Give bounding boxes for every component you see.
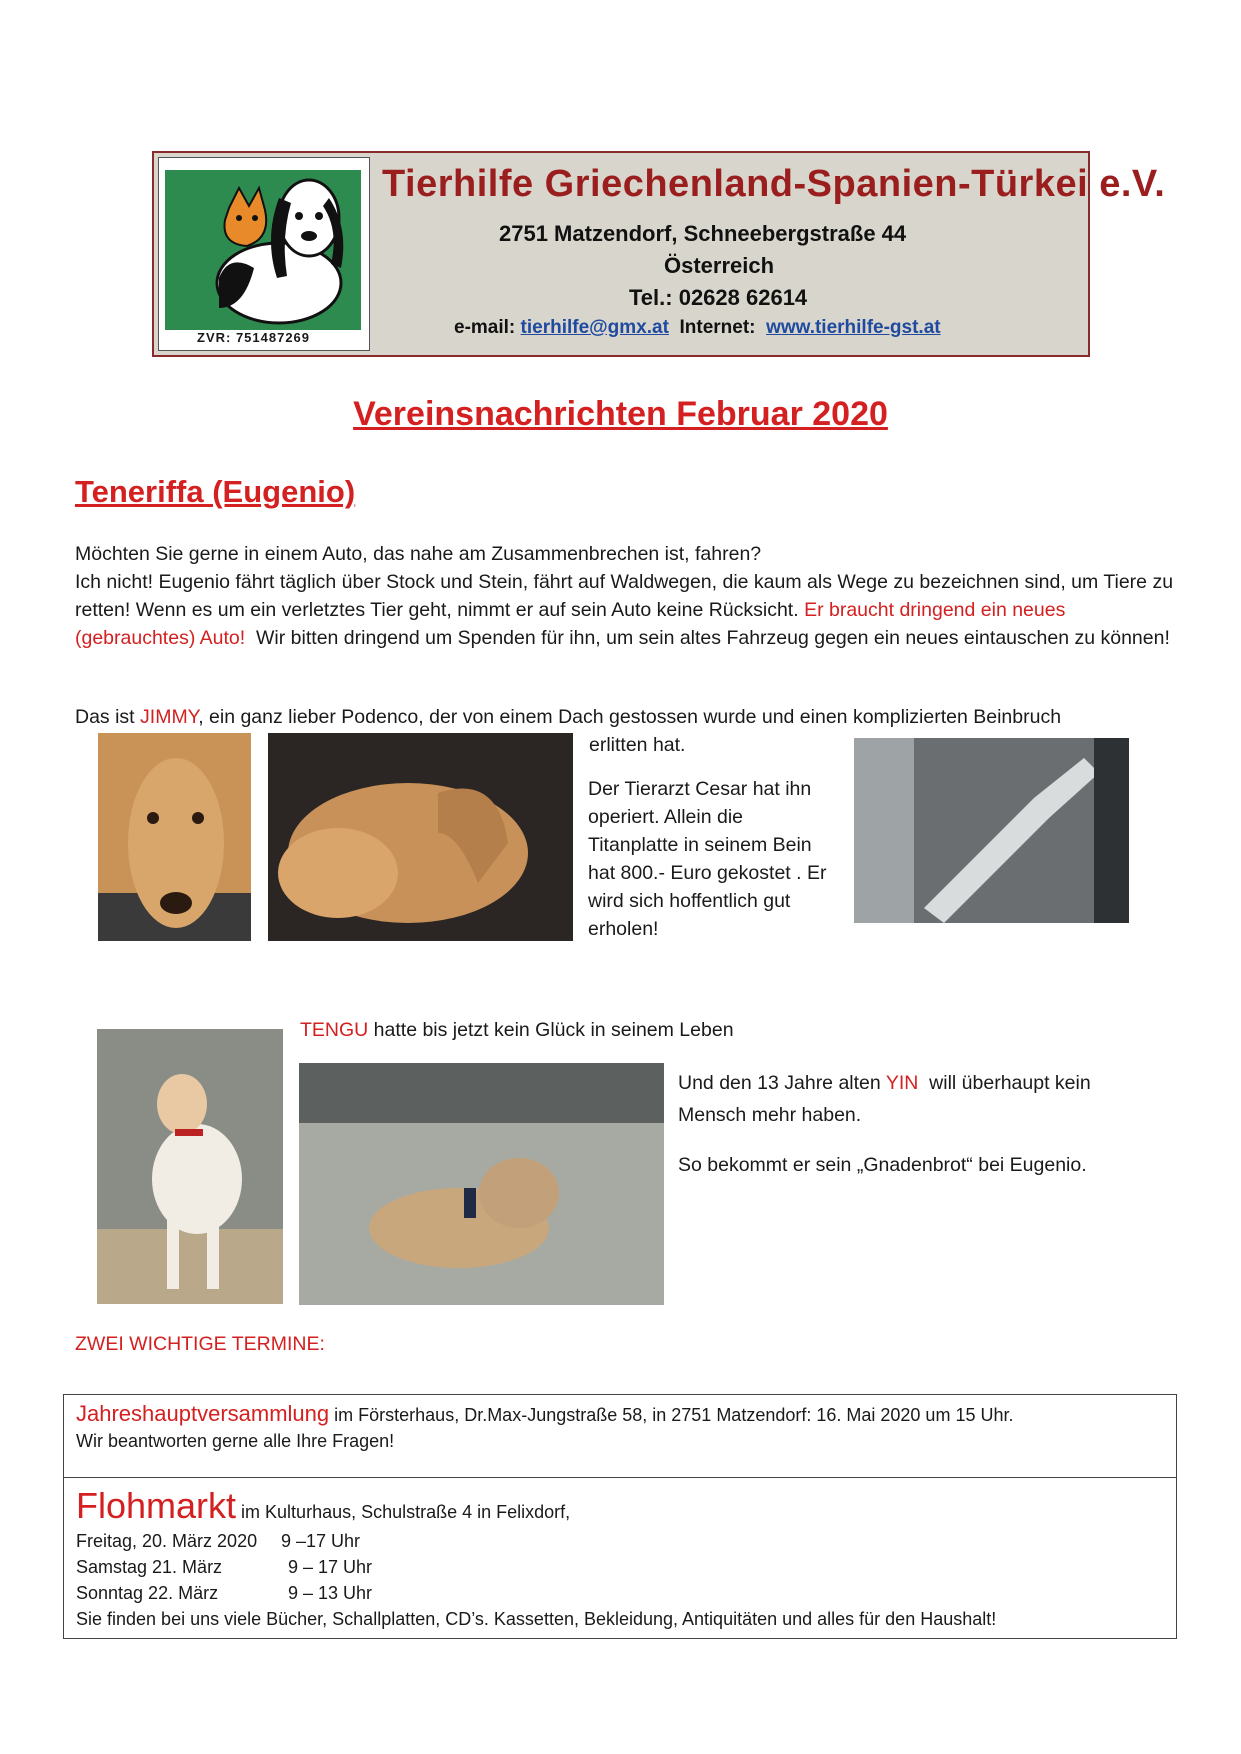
dog-photo-icon	[97, 1029, 283, 1304]
jhv-title: Jahreshauptversammlung	[76, 1401, 330, 1426]
logo	[158, 157, 370, 351]
organization-title: Tierhilfe Griechenland-Spanien-Türkei e.V.	[382, 163, 1166, 205]
header-banner	[152, 151, 1166, 357]
address: 2751 Matzendorf, Schneebergstraße 44	[499, 221, 907, 246]
jimmy-intro: Das ist JIMMY, ein ganz lieber Podenco, der von einem Dach gestossen wurde und einen komplizierten Beinbruch	[75, 706, 1062, 728]
email-label: e-mail:	[454, 317, 516, 338]
jimmy-intro-cont: erlitten hat.	[589, 734, 686, 756]
yin-name: YIN	[885, 1072, 919, 1094]
jimmy-name: JIMMY	[140, 706, 199, 728]
tengu-caption: TENGU hatte bis jetzt kein Glück in seinem Leben	[300, 1019, 734, 1041]
flohmarkt-title: Flohmarkt	[76, 1485, 237, 1526]
flohmarkt-date: Freitag, 20. März 2020 9 –17 Uhr	[76, 1531, 361, 1551]
section-title: Teneriffa (Eugenio)	[75, 474, 356, 509]
page-title: Vereinsnachrichten Februar 2020	[353, 395, 888, 433]
dog-cat-logo-icon	[159, 158, 369, 350]
yin-photo	[299, 1063, 664, 1305]
intro-paragraph	[75, 540, 1175, 652]
dog-photo-icon	[98, 733, 251, 941]
phone: Tel.: 02628 62614	[629, 285, 808, 310]
dog-photo-icon	[299, 1063, 664, 1305]
jhv-line-2: Wir beantworten gerne alle Ihre Fragen!	[76, 1431, 395, 1451]
flohmarkt-date: Sonntag 22. März 9 – 13 Uhr	[76, 1583, 373, 1603]
email-link[interactable]: tierhilfe@gmx.at	[520, 317, 669, 338]
flohmarkt-text: im Kulturhaus, Schulstraße 4 in Felixdorf,	[241, 1502, 571, 1522]
table-row	[64, 1395, 1177, 1478]
jimmy-face-photo	[98, 733, 251, 941]
dog-photo-icon	[268, 733, 573, 941]
jhv-cell	[64, 1395, 1177, 1478]
intro-red-text: Er braucht dringend ein neues (gebrauchtes) Auto!	[75, 599, 1066, 649]
flohmarkt-footer: Sie finden bei uns viele Bücher, Schallplatten, CD’s. Kassetten, Bekleidung, Antiquitäten und alles für den Haushalt!	[76, 1609, 997, 1629]
tengu-name: TENGU	[300, 1019, 369, 1041]
tengu-photo	[97, 1029, 283, 1304]
table-row	[64, 1478, 1177, 1639]
jimmy-caption: Der Tierarzt Cesar hat ihn operiert. Allein die Titanplatte in seinem Bein hat 800.- Euro gekostet . Er wird sich hoffentlich gut erholen!	[588, 778, 827, 940]
internet-label: Internet:	[679, 317, 756, 338]
website-link[interactable]: www.tierhilfe-gst.at	[766, 317, 941, 338]
flohmarkt-date: Samstag 21. März 9 – 17 Uhr	[76, 1557, 373, 1577]
jhv-text: im Försterhaus, Dr.Max-Jungstraße 58, in 2751 Matzendorf: 16. Mai 2020 um 15 Uhr.	[334, 1405, 1014, 1425]
jimmy-body-photo	[268, 733, 573, 941]
termine-table	[63, 1394, 1177, 1639]
xray-icon	[854, 738, 1129, 923]
xray-photo	[854, 738, 1129, 923]
contact-line	[454, 317, 941, 339]
yin-line-2: So bekommt er sein „Gnadenbrot“ bei Eugenio.	[678, 1154, 1087, 1176]
country: Österreich	[664, 253, 775, 278]
zvr-number: ZVR: 751487269	[197, 330, 311, 345]
intro-line-2: Ich nicht! Eugenio fährt täglich über Stock und Stein, fährt auf Waldwegen, die kaum als Wege zu bezeichnen sind, um Tiere zu retten! Wenn es um ein verletztes Tier geht, nimmt er auf sein Auto keine Rücksicht. Er braucht dringend ein neues (gebrauchtes) Auto! Wir bitten dringend um Spenden für ihn, um sein altes Fahrzeug gegen ein neues eintauschen zu können!	[75, 571, 1174, 649]
intro-line-1: Möchten Sie gerne in einem Auto, das nahe am Zusammenbrechen ist, fahren?	[75, 543, 762, 565]
termine-heading: ZWEI WICHTIGE TERMINE:	[75, 1333, 325, 1355]
yin-caption: Und den 13 Jahre alten YIN will überhaupt kein Mensch mehr haben. So bekommt er sein „Gnadenbrot“ bei Eugenio.	[678, 1067, 1158, 1179]
flohmarkt-cell	[64, 1478, 1177, 1639]
